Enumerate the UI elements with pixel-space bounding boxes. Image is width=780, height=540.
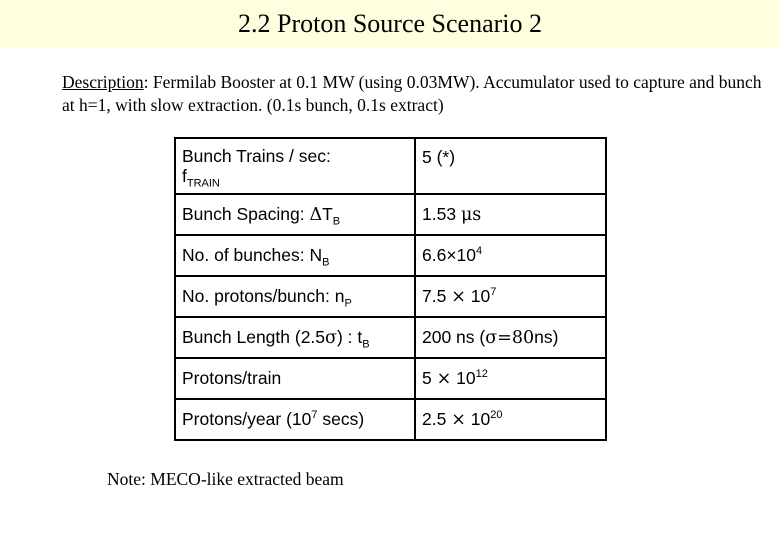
protons-per-year-label-exponent: 7 xyxy=(311,409,318,422)
protons-per-bunch-subscript: P xyxy=(344,297,352,310)
protons-per-bunch-label: No. protons/bunch: n xyxy=(182,286,345,306)
num-bunches-exponent: 4 xyxy=(476,245,483,258)
sigma-symbol: σ xyxy=(325,328,337,348)
bunch-length-subscript: B xyxy=(362,338,370,351)
protons-per-train-label: Protons/train xyxy=(182,368,282,388)
protons-per-train-mantissa: 5 xyxy=(422,368,437,388)
bunch-trains-label: Bunch Trains / sec: xyxy=(182,146,331,166)
protons-per-year-label-end: secs) xyxy=(317,409,365,429)
table-row xyxy=(175,317,606,358)
table-value-cell xyxy=(415,276,606,317)
num-bunches-value: 6.6×10 xyxy=(422,245,477,265)
table-label-cell xyxy=(175,138,415,194)
bunch-length-label-end: ) : t xyxy=(336,327,363,347)
table-row xyxy=(175,358,606,399)
protons-per-bunch-exponent: 7 xyxy=(490,286,497,299)
table-label-cell xyxy=(175,235,415,276)
protons-per-year-exponent: 20 xyxy=(490,409,503,422)
table-value-cell xyxy=(415,138,606,194)
protons-per-bunch-base: 10 xyxy=(465,286,491,306)
table-value-cell xyxy=(415,194,606,235)
description xyxy=(62,71,762,117)
table-row xyxy=(175,276,606,317)
bunch-length-value-end: ns) xyxy=(534,327,559,347)
table-label-cell xyxy=(175,399,415,440)
table-value-cell xyxy=(415,399,606,440)
bunch-trains-value: 5 (*) xyxy=(422,147,456,167)
description-lead: Description xyxy=(62,72,144,92)
protons-per-year-mantissa: 2.5 xyxy=(422,409,452,429)
table-row xyxy=(175,235,606,276)
table-value-cell xyxy=(415,317,606,358)
table-label-cell xyxy=(175,317,415,358)
f-train-subscript: TRAIN xyxy=(186,177,220,190)
bunch-spacing-subscript: B xyxy=(332,215,341,228)
table-value-cell xyxy=(415,235,606,276)
bunch-spacing-value: 1.53 xyxy=(422,204,461,224)
protons-per-year-base: 10 xyxy=(465,409,491,429)
protons-per-year-label: Protons/year (10 xyxy=(182,409,312,429)
times-symbol: × xyxy=(451,287,466,307)
table-row xyxy=(175,194,606,235)
times-symbol: × xyxy=(436,369,452,389)
sigma-value: σ=80 xyxy=(485,328,535,348)
table-row xyxy=(175,399,606,440)
protons-per-train-exponent: 12 xyxy=(475,368,488,381)
slide-title: 2.2 Proton Source Scenario 2 xyxy=(237,9,542,38)
parameter-table xyxy=(174,137,607,441)
bunch-spacing-label: Bunch Spacing: xyxy=(182,204,310,224)
description-text: : Fermilab Booster at 0.1 MW (using 0.03MW). Accumulator used to capture and bunch at h=1, with slow extraction. (0.1s bunch, 0.1s extract) xyxy=(62,72,762,115)
num-bunches-label: No. of bunches: N xyxy=(182,245,323,265)
footnote: Note: MECO-like extracted beam xyxy=(107,469,344,489)
table-label-cell xyxy=(175,276,415,317)
num-bunches-subscript: B xyxy=(322,256,330,269)
times-symbol: × xyxy=(451,410,466,430)
table-value-cell xyxy=(415,358,606,399)
protons-per-train-base: 10 xyxy=(451,368,476,388)
bunch-length-value: 200 ns ( xyxy=(422,327,486,347)
bunch-spacing-unit: μs xyxy=(460,205,482,225)
table-label-cell xyxy=(175,358,415,399)
table-row xyxy=(175,138,606,194)
bunch-spacing-var: T xyxy=(322,204,333,224)
delta-symbol: Δ xyxy=(309,205,323,225)
protons-per-bunch-mantissa: 7.5 xyxy=(422,286,452,306)
bunch-length-label: Bunch Length (2.5 xyxy=(182,327,326,347)
table-label-cell xyxy=(175,194,415,235)
f-train-symbol: f xyxy=(182,166,187,186)
